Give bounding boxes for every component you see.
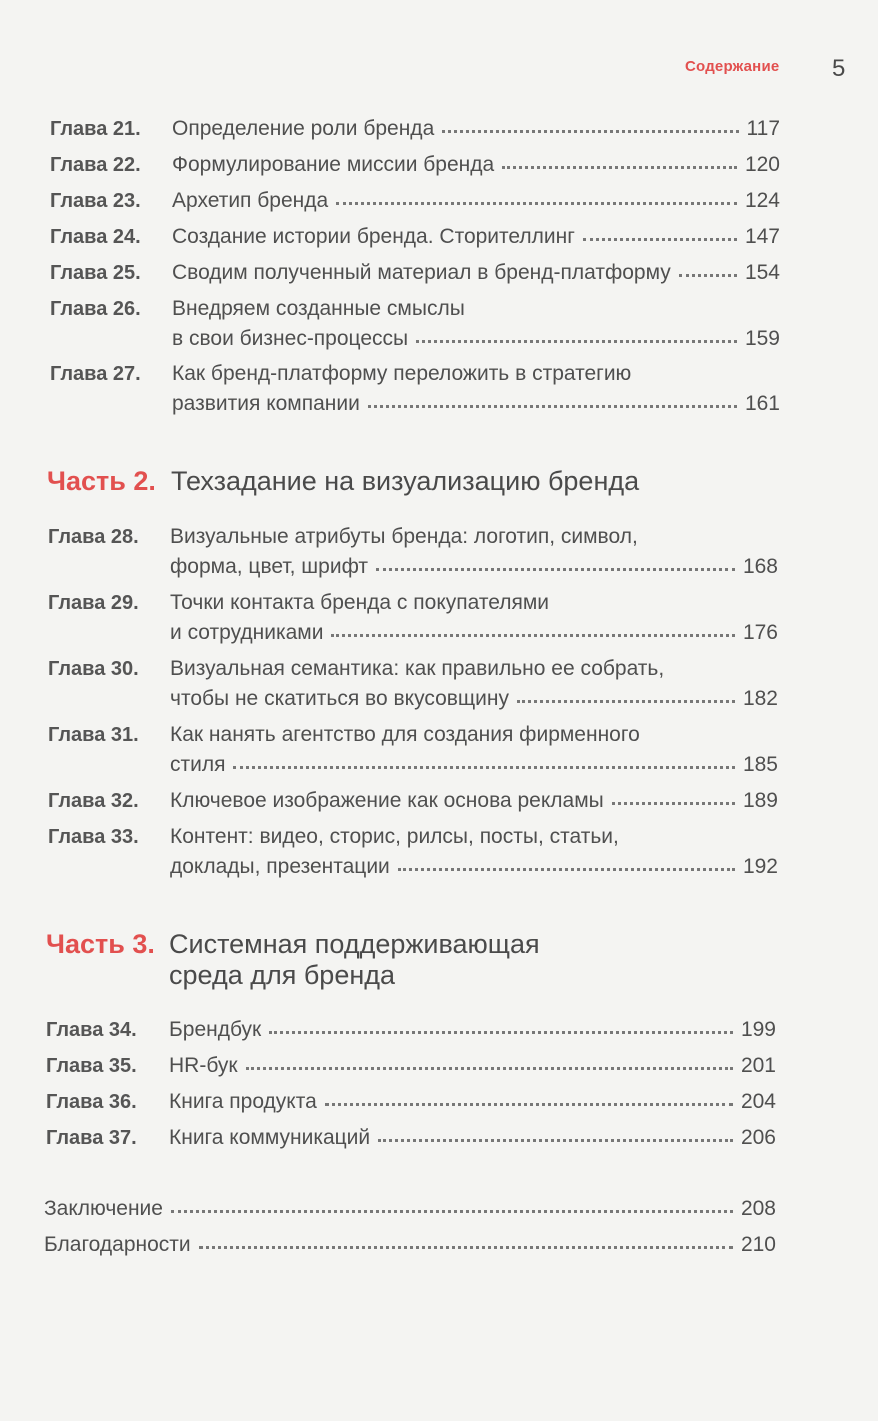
chapter-title: развития компании — [172, 392, 360, 415]
part-2-title: Техзадание на визуализацию бренда — [171, 466, 640, 496]
leader-dots — [199, 1245, 733, 1249]
chapter-title-line — [170, 753, 778, 777]
chapter-title-line — [170, 657, 664, 681]
chapter-page-number: 161 — [744, 392, 780, 415]
chapter-label: Глава 23. — [50, 190, 141, 212]
chapter-title-line — [172, 392, 780, 416]
chapter-page-number: 147 — [744, 225, 780, 248]
chapter-label: Глава 36. — [46, 1091, 137, 1113]
chapter-title: Сводим полученный материал в бренд-платформу — [172, 261, 671, 284]
leader-dots — [398, 867, 735, 871]
chapter-title-line — [172, 117, 780, 141]
leader-dots — [583, 237, 737, 241]
chapter-label: Глава 34. — [46, 1019, 137, 1041]
chapter-title: Как бренд-платформу переложить в стратегию — [172, 362, 632, 385]
chapter-title: Книга коммуникаций — [169, 1126, 371, 1149]
chapter-title-line — [170, 621, 778, 645]
chapter-title: Контент: видео, сторис, рилсы, посты, статьи, — [170, 825, 619, 848]
chapter-label: Глава 33. — [48, 826, 139, 848]
chapter-title: Архетип бренда — [172, 189, 329, 212]
running-head: Содержание — [685, 58, 780, 75]
leader-dots — [378, 1138, 733, 1142]
chapter-page-number: 117 — [746, 117, 780, 140]
part-3-label: Часть 3. — [46, 929, 155, 959]
chapter-label: Глава 32. — [48, 790, 139, 812]
leader-dots — [336, 201, 737, 205]
part-3-title-line-2: среда для бренда — [169, 960, 396, 990]
back-matter-page-number: 210 — [740, 1233, 776, 1256]
chapter-title-line — [172, 362, 631, 386]
chapter-title-line — [169, 1090, 776, 1114]
back-matter-page-number: 208 — [740, 1197, 776, 1220]
chapter-page-number: 176 — [742, 621, 778, 644]
chapter-label: Глава 24. — [50, 226, 141, 248]
chapter-title-line — [170, 723, 640, 747]
chapter-label: Глава 35. — [46, 1055, 137, 1077]
chapter-page-number: 192 — [742, 855, 778, 878]
chapter-title-line — [169, 1054, 776, 1078]
chapter-label: Глава 28. — [48, 526, 139, 548]
chapter-title-line — [170, 789, 778, 813]
leader-dots — [416, 339, 737, 343]
chapter-title-line — [170, 855, 778, 879]
chapter-title: Визуальная семантика: как правильно ее собрать, — [170, 657, 665, 680]
leader-dots — [442, 129, 738, 133]
back-matter-entry — [44, 1233, 776, 1257]
chapter-label: Глава 21. — [50, 118, 141, 140]
chapter-label: Глава 37. — [46, 1127, 137, 1149]
part-3-title-line-1: Системная поддерживающая — [169, 929, 540, 959]
chapter-title-line — [170, 555, 778, 579]
chapter-title-line — [169, 1126, 776, 1150]
chapter-title-line — [170, 825, 619, 849]
leader-dots — [233, 765, 734, 769]
chapter-label: Глава 26. — [50, 298, 141, 320]
chapter-title-line — [169, 1018, 776, 1042]
chapter-label: Глава 29. — [48, 592, 139, 614]
part-2-label: Часть 2. — [47, 466, 156, 496]
leader-dots — [612, 801, 735, 805]
leader-dots — [368, 404, 737, 408]
chapter-page-number: 159 — [744, 327, 780, 350]
chapter-page-number: 204 — [740, 1090, 776, 1113]
chapter-label: Глава 30. — [48, 658, 139, 680]
chapter-title: Как нанять агентство для создания фирменного — [170, 723, 640, 746]
chapter-title: чтобы не скатиться во вкусовщину — [170, 687, 510, 710]
chapter-title: Точки контакта бренда с покупателями — [170, 591, 549, 614]
chapter-title-line — [172, 327, 780, 351]
chapter-title: HR-бук — [169, 1054, 238, 1077]
chapter-title: Брендбук — [169, 1018, 262, 1041]
chapter-title-line — [172, 261, 780, 285]
part-3-title — [169, 929, 540, 991]
chapter-title-line — [172, 189, 780, 213]
chapter-page-number: 189 — [742, 789, 778, 812]
chapter-title-line — [172, 225, 780, 249]
chapter-page-number: 201 — [740, 1054, 776, 1077]
back-matter-entry — [44, 1197, 776, 1221]
chapter-title: и сотрудниками — [170, 621, 324, 644]
chapter-title: Внедряем созданные смыслы — [172, 297, 465, 320]
leader-dots — [325, 1102, 733, 1106]
chapter-page-number: 185 — [742, 753, 778, 776]
chapter-title-line — [170, 591, 549, 615]
chapter-title: Визуальные атрибуты бренда: логотип, символ, — [170, 525, 638, 548]
chapter-title: форма, цвет, шрифт — [170, 555, 369, 578]
chapter-page-number: 120 — [744, 153, 780, 176]
chapter-page-number: 199 — [740, 1018, 776, 1041]
chapter-title: Определение роли бренда — [172, 117, 435, 140]
leader-dots — [376, 567, 735, 571]
chapter-title-line — [172, 153, 780, 177]
chapter-title-line — [170, 687, 778, 711]
chapter-title: Создание истории бренда. Сторителлинг — [172, 225, 575, 248]
chapter-label: Глава 22. — [50, 154, 141, 176]
chapter-page-number: 124 — [744, 189, 780, 212]
chapter-title-line — [172, 297, 465, 321]
chapter-title: Формулирование миссии бренда — [172, 153, 495, 176]
leader-dots — [517, 699, 735, 703]
leader-dots — [331, 633, 734, 637]
leader-dots — [269, 1030, 733, 1034]
chapter-page-number: 168 — [742, 555, 778, 578]
chapter-title: Книга продукта — [169, 1090, 317, 1113]
chapter-title: стиля — [170, 753, 226, 776]
back-matter-title: Заключение — [44, 1197, 163, 1220]
chapter-title-line — [170, 525, 638, 549]
leader-dots — [679, 273, 737, 277]
chapter-label: Глава 25. — [50, 262, 141, 284]
chapter-page-number: 154 — [744, 261, 780, 284]
page-number: 5 — [832, 55, 846, 82]
leader-dots — [502, 165, 737, 169]
chapter-label: Глава 31. — [48, 724, 139, 746]
chapter-title: в свои бизнес-процессы — [172, 327, 409, 350]
chapter-page-number: 206 — [740, 1126, 776, 1149]
chapter-title: Ключевое изображение как основа рекламы — [170, 789, 604, 812]
chapter-page-number: 182 — [742, 687, 778, 710]
leader-dots — [246, 1066, 733, 1070]
chapter-label: Глава 27. — [50, 363, 141, 385]
back-matter-title: Благодарности — [44, 1233, 191, 1256]
leader-dots — [171, 1209, 733, 1213]
chapter-title: доклады, презентации — [170, 855, 390, 878]
